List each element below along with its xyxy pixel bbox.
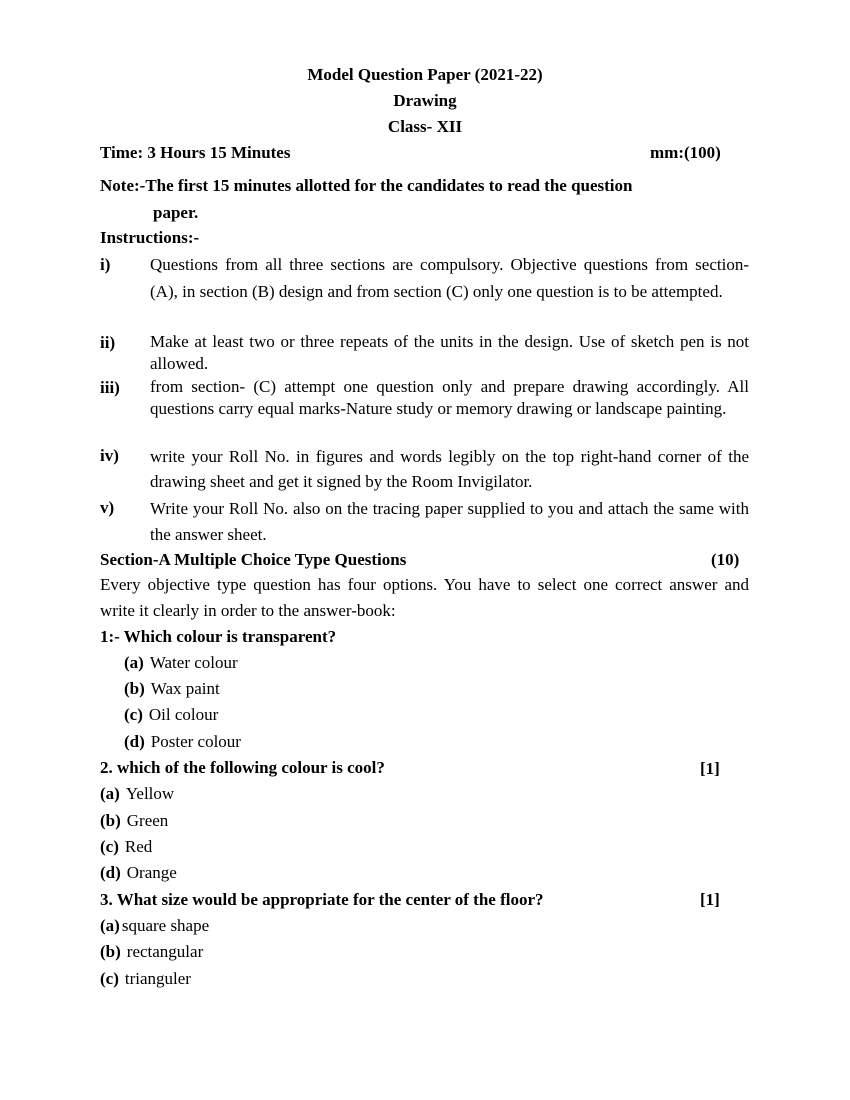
instruction-number: i) [100,255,111,274]
time-line [100,143,290,163]
question-text: 3. What size would be appropriate for the center of the floor? [100,890,544,909]
paper-title: Model Question Paper (2021-22) [307,65,543,84]
question-marks: [1] [700,890,720,909]
question-option: (a) Yellow [100,784,175,803]
instruction-number: iv) [100,446,119,465]
question-option: (c) Oil colour [124,705,219,724]
question-option: (b) rectangular [100,942,204,961]
section-a-title: Section-A Multiple Choice Type Questions [100,550,407,569]
note-text: The first 15 minutes allotted for the candidates to read the question [145,176,633,195]
question-marks: [1] [700,759,720,778]
note-line [100,176,632,196]
instruction-number: ii) [100,333,116,352]
instruction-number: v) [100,498,115,517]
question-option: (d) Orange [100,863,177,882]
marks-line [650,143,721,163]
question-option: (a) Water colour [124,653,238,672]
marks-value: :(100) [678,143,721,162]
marks-label: mm [650,143,679,162]
instruction-text: from section- (C) attempt one question only and prepare drawing accordingly. All questions carry equal marks-Nature study or memory drawing or landscape painting. [150,377,749,418]
note-label: Note:- [100,176,146,195]
section-a-intro: Every objective type question has four options. You have to select one correct answer and write it clearly in order to the answer-book: [100,575,749,620]
instruction-number: iii) [100,378,120,397]
question-option: (b) Green [100,811,169,830]
subject-title: Drawing [393,91,457,110]
time-label: Time [100,143,138,162]
question-option: (b) Wax paint [124,679,220,698]
question-text: 2. which of the following colour is cool? [100,758,385,777]
question-option: (c) Red [100,837,153,856]
instruction-text: Write your Roll No. also on the tracing paper supplied to you and attach the same with the answer sheet. [150,499,749,544]
question-text: 1:- Which colour is transparent? [100,627,337,646]
question-option: (d) Poster colour [124,732,241,751]
instructions-heading: Instructions:- [100,228,200,247]
question-option: (a) square shape [100,916,210,935]
class-title: Class- XII [387,117,463,136]
instruction-text: write your Roll No. in figures and words legibly on the top right-hand corner of the drawing sheet and get it signed by the Room Invigilator. [150,447,749,491]
time-value: : 3 Hours 15 Minutes [137,143,291,162]
instruction-text: Questions from all three sections are compulsory. Objective questions from section- (A), in section (B) design and from section (C) only one question is to be attempted. [150,255,749,301]
note-text-continued: paper. [153,203,199,222]
instruction-text: Make at least two or three repeats of the units in the design. Use of sketch pen is not allowed. [150,332,749,373]
question-option: (c) trianguler [100,969,191,988]
section-a-marks: (10) [711,550,740,569]
